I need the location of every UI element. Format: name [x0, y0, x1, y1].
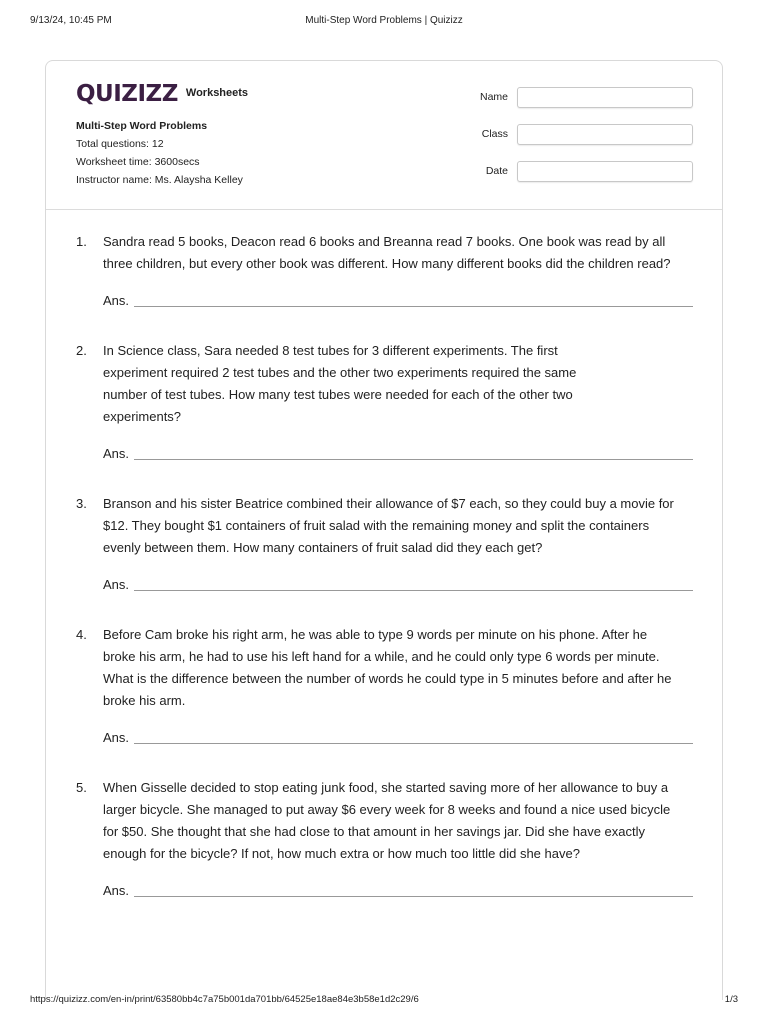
- answer-row: [103, 446, 693, 466]
- date-field[interactable]: [517, 161, 693, 182]
- name-field[interactable]: [517, 87, 693, 108]
- answer-line[interactable]: [134, 743, 693, 744]
- question-line: Sandra read 5 books, Deacon read 6 books and Breanna read 7 books. One book was read by all: [103, 234, 666, 249]
- worksheet-time: Worksheet time: 3600secs: [76, 156, 200, 168]
- page-number: 1/3: [724, 994, 738, 1005]
- question-line: evenly between them. How many containers of fruit salad did they each get?: [103, 540, 543, 555]
- question-line: What is the difference between the number of words he could type in 5 minutes before and after he: [103, 671, 672, 686]
- question-line: Branson and his sister Beatrice combined their allowance of $7 each, so they could buy a movie for: [103, 496, 674, 511]
- answer-label: Ans.: [103, 730, 130, 745]
- total-questions: Total questions: 12: [76, 138, 164, 150]
- worksheet-header: [46, 61, 722, 210]
- answer-line[interactable]: [134, 590, 693, 591]
- question-line: three children, but every other book was different. How many different books did the children read?: [103, 256, 671, 271]
- question-number: 4.: [76, 627, 87, 642]
- worksheet-card: [45, 60, 723, 1000]
- question-line: $12. They bought $1 containers of fruit salad with the remaining money and split the containers: [103, 518, 650, 533]
- logo-suffix: Worksheets: [185, 86, 249, 99]
- question-line: When Gisselle decided to stop eating junk food, she started saving more of her allowance to buy a: [103, 780, 669, 795]
- question-line: broke his arm, he had to use his left hand for a while, and he could only type 6 words per minute.: [103, 649, 660, 664]
- answer-line[interactable]: [134, 896, 693, 897]
- worksheet-title: Multi-Step Word Problems: [76, 120, 208, 132]
- logo-wordmark: QUIZIZZ: [76, 81, 178, 107]
- answer-line[interactable]: [134, 306, 693, 307]
- answer-row: [103, 293, 693, 313]
- question-line: experiment required 2 test tubes and the other two experiments required the same: [103, 365, 577, 380]
- question-text: [103, 340, 576, 428]
- quizizz-logo: [76, 81, 248, 107]
- name-label: Name: [479, 91, 508, 103]
- question-line: enough for the bicycle? If not, how much extra or how much too little did she have?: [103, 846, 580, 861]
- question-number: 3.: [76, 496, 87, 511]
- question-line: number of test tubes. How many test tubes were needed for each of the other two: [103, 387, 573, 402]
- question-text: [103, 624, 672, 712]
- question-number: 1.: [76, 234, 87, 249]
- print-page-title: Multi-Step Word Problems | Quizizz: [305, 15, 463, 26]
- question-line: Before Cam broke his right arm, he was able to type 9 words per minute on his phone. After he: [103, 627, 648, 642]
- answer-label: Ans.: [103, 883, 130, 898]
- print-footer: [30, 994, 738, 1010]
- question-line: In Science class, Sara needed 8 test tubes for 3 different experiments. The first: [103, 343, 558, 358]
- answer-label: Ans.: [103, 446, 130, 461]
- print-datetime: 9/13/24, 10:45 PM: [30, 15, 112, 26]
- question-text: [103, 777, 670, 865]
- question-text: [103, 231, 671, 275]
- question-number: 5.: [76, 780, 87, 795]
- answer-line[interactable]: [134, 459, 693, 460]
- answer-row: [103, 577, 693, 597]
- question-line: experiments?: [103, 409, 182, 424]
- answer-label: Ans.: [103, 293, 130, 308]
- instructor-name: Instructor name: Ms. Alaysha Kelley: [76, 174, 243, 186]
- question-number: 2.: [76, 343, 87, 358]
- answer-row: [103, 883, 693, 903]
- answer-row: [103, 730, 693, 750]
- question-line: broke his arm.: [103, 693, 186, 708]
- class-label: Class: [481, 128, 508, 140]
- question-text: [103, 493, 674, 559]
- date-label: Date: [485, 165, 508, 177]
- question-line: for $50. She thought that she had close to that amount in her savings jar. Did she have exactly: [103, 824, 646, 839]
- answer-label: Ans.: [103, 577, 130, 592]
- print-header: [30, 15, 738, 31]
- class-field[interactable]: [517, 124, 693, 145]
- print-url: https://quizizz.com/en-in/print/63580bb4c7a75b001da701bb/64525e18ae84e3b58e1d2c29/6: [30, 994, 419, 1005]
- question-line: larger bicycle. She managed to put away $6 every week for 8 weeks and found a nice used bicycle: [103, 802, 671, 817]
